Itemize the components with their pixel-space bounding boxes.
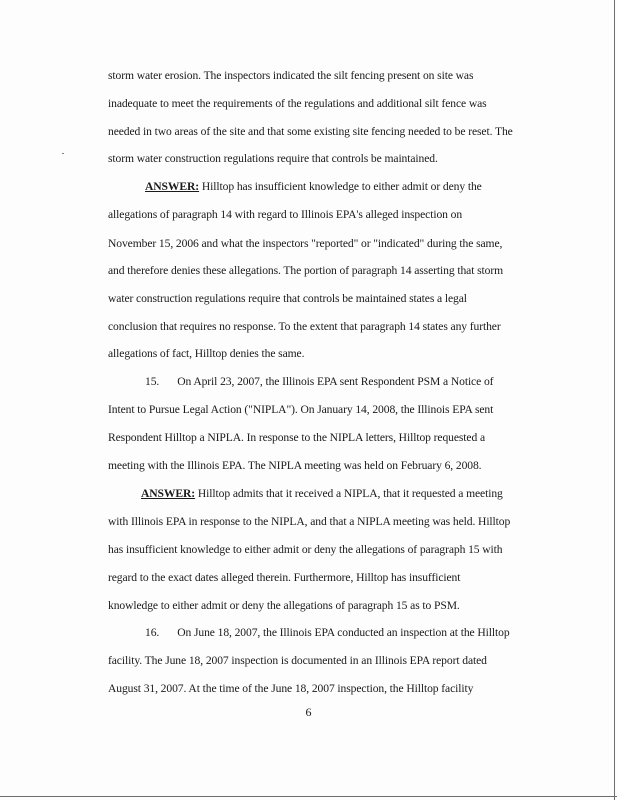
paragraph-text: On June 18, 2007, the Illinois EPA conducted an inspection at the Hilltop — [177, 626, 510, 639]
text-line: allegations of paragraph 14 with regard to Illinois EPA's alleged inspection on — [108, 208, 463, 221]
scan-edge-right — [614, 0, 615, 800]
paragraph-number: 15. — [145, 375, 160, 388]
page-number: 6 — [305, 705, 312, 719]
paragraph-text: On April 23, 2007, the Illinois EPA sent Respondent PSM a Notice of — [177, 375, 494, 388]
scan-edge-bottom — [0, 796, 617, 797]
paragraph-number: 16. — [145, 626, 160, 639]
answer-label: ANSWER: — [141, 487, 196, 500]
text-line: storm water erosion. The inspectors indicated the silt fencing present on site was — [108, 69, 474, 82]
answer-text: Hilltop admits that it received a NIPLA, that it requested a meeting — [197, 487, 503, 500]
text-line: has insufficient knowledge to either admit or deny the allegations of paragraph 15 with — [108, 543, 503, 556]
text-line: August 31, 2007. At the time of the June 18, 2007 inspection, the Hilltop facility — [108, 682, 474, 695]
paragraph-15-line — [145, 375, 493, 389]
text-line: water construction regulations require that controls be maintained states a legal — [108, 292, 467, 305]
scan-speck — [62, 153, 64, 154]
text-line: inadequate to meet the requirements of the regulations and additional silt fence was — [108, 97, 487, 110]
text-line: regard to the exact dates alleged therein. Furthermore, Hilltop has insufficient — [108, 571, 461, 584]
text-line: Intent to Pursue Legal Action ("NIPLA"). On January 14, 2008, the Illinois EPA sent — [108, 403, 494, 416]
answer-label: ANSWER: — [145, 180, 200, 193]
answer-line — [141, 487, 503, 501]
text-line: Respondent Hilltop a NIPLA. In response to the NIPLA letters, Hilltop requested a — [108, 431, 486, 444]
answer-line — [145, 180, 482, 194]
text-line: allegations of fact, Hilltop denies the same. — [108, 347, 305, 360]
text-line: November 15, 2006 and what the inspectors "reported" or "indicated" during the same, — [108, 237, 503, 250]
text-line: facility. The June 18, 2007 inspection is documented in an Illinois EPA report dated — [108, 654, 487, 667]
paragraph-16-line — [145, 626, 510, 640]
text-line: and therefore denies these allegations. The portion of paragraph 14 asserting that storm — [108, 264, 504, 277]
text-line: conclusion that requires no response. To the extent that paragraph 14 states any further — [108, 320, 501, 333]
text-line: with Illinois EPA in response to the NIPLA, and that a NIPLA meeting was held. Hilltop — [108, 515, 511, 528]
text-line: storm water construction regulations require that controls be maintained. — [108, 152, 438, 165]
text-line: needed in two areas of the site and that some existing site fencing needed to be reset. The — [108, 125, 513, 138]
answer-text: Hilltop has insufficient knowledge to either admit or deny the — [201, 180, 482, 193]
text-line: meeting with the Illinois EPA. The NIPLA meeting was held on February 6, 2008. — [108, 459, 482, 472]
text-line: knowledge to either admit or deny the allegations of paragraph 15 as to PSM. — [108, 599, 460, 612]
